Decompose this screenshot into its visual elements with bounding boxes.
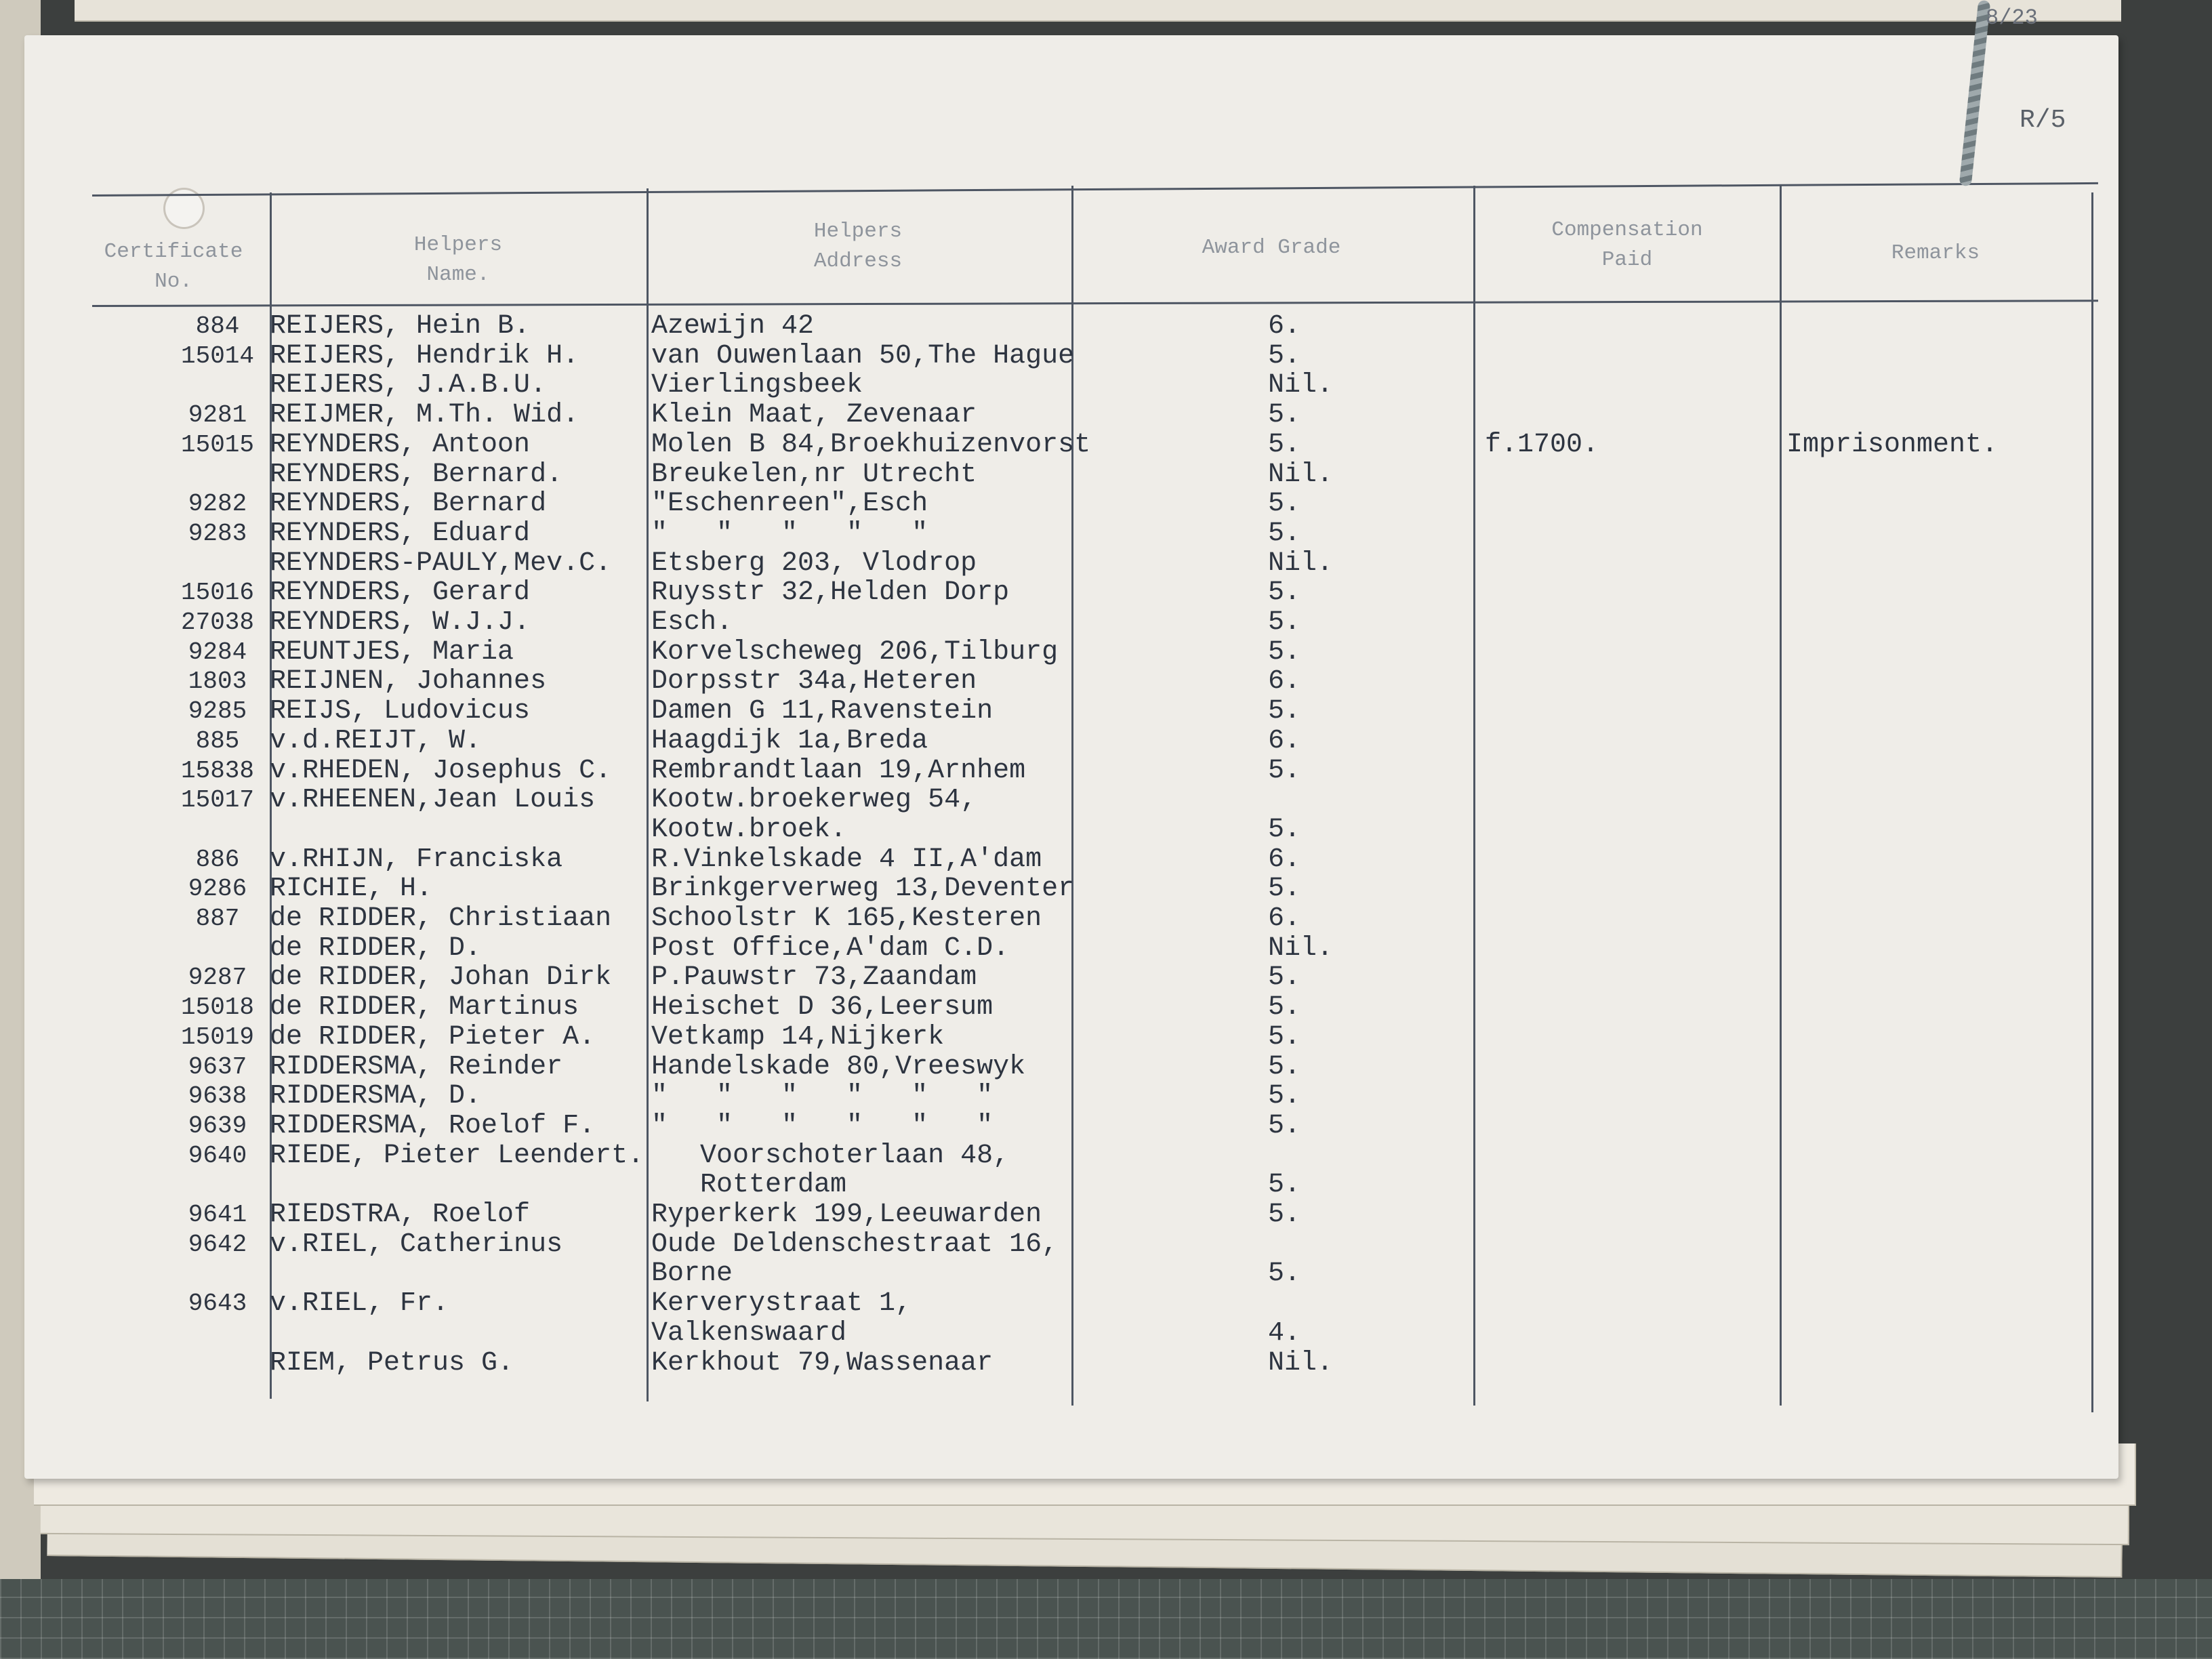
certificate-number: 9637 <box>188 1052 247 1081</box>
certificate-number: 9283 <box>188 519 247 548</box>
award-grade: 6. <box>1268 311 1301 342</box>
award-grade: 5. <box>1268 962 1301 994</box>
certificate-number: 885 <box>195 726 240 755</box>
table-row <box>24 1289 2118 1319</box>
certificate-number: 9642 <box>188 1230 247 1258</box>
record-card <box>24 35 2118 1479</box>
helper-address: Ruysstr 32,Helden Dorp <box>651 577 1010 609</box>
helper-address: Rembrandtlaan 19,Arnhem <box>651 755 1026 786</box>
helper-name: de RIDDER, Pieter A. <box>270 1021 596 1052</box>
helper-name: REYNDERS, Antoon <box>270 429 531 460</box>
helper-name: RIDDERSMA, D. <box>270 1081 482 1112</box>
table-row <box>24 874 2118 904</box>
helper-name: REYNDERS, Bernard <box>270 489 547 520</box>
helper-name: v.d.REIJT, W. <box>270 725 482 756</box>
page-reference: R/5 <box>2020 106 2066 135</box>
table-row <box>24 1230 2118 1260</box>
helper-name: REYNDERS, Bernard. <box>270 459 563 490</box>
helper-name: RIDDERSMA, Roelof F. <box>270 1110 596 1141</box>
helper-address: Oude Deldenschestraat 16, <box>651 1229 1059 1260</box>
helper-name: REIJS, Ludovicus <box>270 696 531 727</box>
table-row <box>24 1023 2118 1052</box>
header-compensation-paid: Compensation Paid <box>1551 218 1703 272</box>
table-row <box>24 667 2118 697</box>
award-grade: 5. <box>1268 400 1301 431</box>
helper-address: Handelskade 80,Vreeswyk <box>651 1051 1026 1082</box>
certificate-number: 9287 <box>188 964 247 992</box>
helper-address: Klein Maat, Zevenaar <box>651 400 977 431</box>
certificate-number: 27038 <box>180 609 255 636</box>
award-grade: 5. <box>1268 1081 1301 1112</box>
header-helpers-address: Helpers Address <box>813 220 903 273</box>
helper-address: Dorpsstr 34a,Heteren <box>651 666 977 697</box>
helper-address: Brinkgerverweg 13,Deventer <box>651 874 1075 905</box>
table-row <box>24 726 2118 756</box>
helper-name: de RIDDER, Christiaan <box>270 903 612 934</box>
certificate-number: 15838 <box>180 756 255 785</box>
award-grade: 5. <box>1268 577 1301 609</box>
helper-name: v.RHEENEN,Jean Louis <box>270 785 596 816</box>
table-row <box>24 1319 2118 1349</box>
helper-address: Damen G 11,Ravenstein <box>651 696 994 727</box>
helper-address: Post Office,A'dam C.D. <box>651 933 1010 964</box>
helper-name: RIEDSTRA, Roelof <box>270 1200 531 1230</box>
certificate-number: 9282 <box>188 490 247 518</box>
award-grade: Nil. <box>1268 548 1334 579</box>
award-grade: 5. <box>1268 1021 1301 1052</box>
award-grade: Nil. <box>1268 459 1334 490</box>
helper-address: Schoolstr K 165,Kesteren <box>651 903 1042 934</box>
helper-name: REYNDERS, Eduard <box>270 518 531 549</box>
table-top-border <box>92 182 2098 197</box>
header-helpers-name: Helpers Name. <box>413 233 503 287</box>
award-grade: 6. <box>1268 725 1301 756</box>
helper-address: Haagdijk 1a,Breda <box>651 725 928 756</box>
table-row <box>24 342 2118 371</box>
certificate-number: 9643 <box>188 1290 247 1318</box>
certificate-number: 9281 <box>188 401 247 430</box>
table-row <box>24 963 2118 993</box>
award-grade: 5. <box>1268 1258 1301 1290</box>
award-grade: 5. <box>1268 636 1301 668</box>
table-row <box>24 1259 2118 1289</box>
table-row <box>24 1349 2118 1378</box>
helper-address: Valkenswaard <box>651 1317 847 1349</box>
helper-address: " " " " " <box>651 518 928 549</box>
certificate-number: 15018 <box>180 994 255 1022</box>
helper-name: v.RHEDEN, Josephus C. <box>270 755 612 786</box>
helper-name: v.RIEL, Catherinus <box>270 1229 563 1260</box>
table-row <box>24 1111 2118 1141</box>
table-row <box>24 815 2118 845</box>
helper-address: Ryperkerk 199,Leeuwarden <box>651 1200 1042 1230</box>
certificate-number: 884 <box>195 312 240 340</box>
helper-name: REIJERS, Hein B. <box>270 311 531 342</box>
helper-address: Heischet D 36,Leersum <box>651 992 994 1023</box>
certificate-number: 15014 <box>180 342 255 370</box>
certificate-number: 15016 <box>180 579 255 607</box>
helper-address: Kerkhout 79,Wassenaar <box>651 1347 994 1378</box>
table-row <box>24 785 2118 815</box>
award-grade: 5. <box>1268 340 1301 371</box>
award-grade: Nil. <box>1268 1347 1334 1378</box>
table-row <box>24 549 2118 579</box>
top-reference: 8/23 <box>1986 5 2038 30</box>
helper-address: Borne <box>651 1258 733 1290</box>
certificate-number: 9284 <box>188 638 247 666</box>
helper-name: REIJERS, J.A.B.U. <box>270 370 547 401</box>
certificate-number: 9286 <box>188 875 247 903</box>
certificate-number: 1803 <box>188 668 247 696</box>
certificate-number: 886 <box>195 845 240 874</box>
table-row <box>24 430 2118 460</box>
table-row <box>24 489 2118 519</box>
helper-address: Vetkamp 14,Nijkerk <box>651 1021 945 1052</box>
helper-address: "Eschenreen",Esch <box>651 489 928 520</box>
helper-name: RIEDE, Pieter Leendert. <box>270 1140 644 1171</box>
table-row <box>24 578 2118 608</box>
table-row <box>24 1082 2118 1111</box>
helper-name: de RIDDER, Martinus <box>270 992 579 1023</box>
award-grade: 5. <box>1268 755 1301 786</box>
header-certificate-no: Certificate No. <box>104 240 243 293</box>
helper-address: Kerverystraat 1, <box>651 1288 912 1319</box>
award-grade: 5. <box>1268 1200 1301 1230</box>
table-row <box>24 460 2118 490</box>
certificate-number: 15015 <box>180 430 255 459</box>
header-bottom-border <box>92 300 2098 307</box>
table-row <box>24 934 2118 964</box>
table-row <box>24 371 2118 401</box>
helper-address: van Ouwenlaan 50,The Hague <box>651 340 1075 371</box>
table-row <box>24 401 2118 430</box>
table-row <box>24 697 2118 726</box>
certificate-number: 9640 <box>188 1141 247 1170</box>
certificate-number: 15017 <box>180 786 255 815</box>
helper-name: REIJERS, Hendrik H. <box>270 340 579 371</box>
award-grade: Nil. <box>1268 933 1334 964</box>
helper-address: Molen B 84,Broekhuizenvorst <box>651 429 1091 460</box>
table-row <box>24 993 2118 1023</box>
helper-address: Breukelen,nr Utrecht <box>651 459 977 490</box>
table-row <box>24 904 2118 934</box>
certificate-number: 9638 <box>188 1082 247 1111</box>
table-row <box>24 756 2118 786</box>
certificate-number: 887 <box>195 905 240 933</box>
helper-name: de RIDDER, D. <box>270 933 482 964</box>
award-grade: 6. <box>1268 903 1301 934</box>
helper-address: Etsberg 203, Vlodrop <box>651 548 977 579</box>
award-grade: Nil. <box>1268 370 1334 401</box>
certificate-number: 15019 <box>180 1023 255 1051</box>
helper-address: " " " " " " <box>651 1110 994 1141</box>
award-grade: 5. <box>1268 696 1301 727</box>
helper-name: v.RHIJN, Franciska <box>270 844 563 875</box>
award-grade: 5. <box>1268 518 1301 549</box>
award-grade: 5. <box>1268 607 1301 638</box>
award-grade: 6. <box>1268 844 1301 875</box>
table-row <box>24 845 2118 875</box>
helper-address: Voorschoterlaan 48, <box>651 1140 1010 1171</box>
helper-address: R.Vinkelskade 4 II,A'dam <box>651 844 1042 875</box>
award-grade: 5. <box>1268 992 1301 1023</box>
cutting-mat <box>0 1579 2212 1659</box>
helper-address: " " " " " " <box>651 1081 994 1112</box>
helper-address: Azewijn 42 <box>651 311 815 342</box>
header-remarks: Remarks <box>1891 241 1980 265</box>
helper-address: Kootw.broekerweg 54, <box>651 785 977 816</box>
helper-address: Korvelscheweg 206,Tilburg <box>651 636 1059 668</box>
award-grade: 6. <box>1268 666 1301 697</box>
helper-name: v.RIEL, Fr. <box>270 1288 449 1319</box>
helper-name: REIJMER, M.Th. Wid. <box>270 400 579 431</box>
table-row <box>24 608 2118 638</box>
certificate-number: 9639 <box>188 1111 247 1140</box>
certificate-number: 9641 <box>188 1201 247 1229</box>
table-row <box>24 638 2118 668</box>
helper-address: Rotterdam <box>651 1170 847 1201</box>
table-row <box>24 1170 2118 1200</box>
compensation-paid: f.1700. <box>1485 429 1599 460</box>
helper-name: RIEM, Petrus G. <box>270 1347 514 1378</box>
award-grade: 5. <box>1268 1170 1301 1201</box>
table-row <box>24 312 2118 342</box>
table-row <box>24 1200 2118 1230</box>
certificate-number: 9285 <box>188 697 247 726</box>
helper-name: RICHIE, H. <box>270 874 433 905</box>
helper-name: de RIDDER, Johan Dirk <box>270 962 612 994</box>
header-award-grade: Award Grade <box>1202 236 1341 260</box>
table-row <box>24 1141 2118 1171</box>
helper-name: REIJNEN, Johannes <box>270 666 547 697</box>
helper-name: REUNTJES, Maria <box>270 636 514 668</box>
helper-name: REYNDERS, Gerard <box>270 577 531 609</box>
table-row <box>24 1052 2118 1082</box>
award-grade: 5. <box>1268 874 1301 905</box>
remarks: Imprisonment. <box>1786 429 1999 460</box>
award-grade: 5. <box>1268 1051 1301 1082</box>
award-grade: 5. <box>1268 1110 1301 1141</box>
helper-address: P.Pauwstr 73,Zaandam <box>651 962 977 994</box>
helper-address: Esch. <box>651 607 733 638</box>
helper-address: Vierlingsbeek <box>651 370 863 401</box>
table-row <box>24 519 2118 549</box>
sheet-above <box>75 0 2121 22</box>
award-grade: 5. <box>1268 429 1301 460</box>
helper-name: REYNDERS, W.J.J. <box>270 607 531 638</box>
helper-name: RIDDERSMA, Reinder <box>270 1051 563 1082</box>
award-grade: 5. <box>1268 489 1301 520</box>
award-grade: 5. <box>1268 814 1301 845</box>
award-grade: 4. <box>1268 1317 1301 1349</box>
helper-address: Kootw.broek. <box>651 814 847 845</box>
helper-name: REYNDERS-PAULY,Mev.C. <box>270 548 612 579</box>
